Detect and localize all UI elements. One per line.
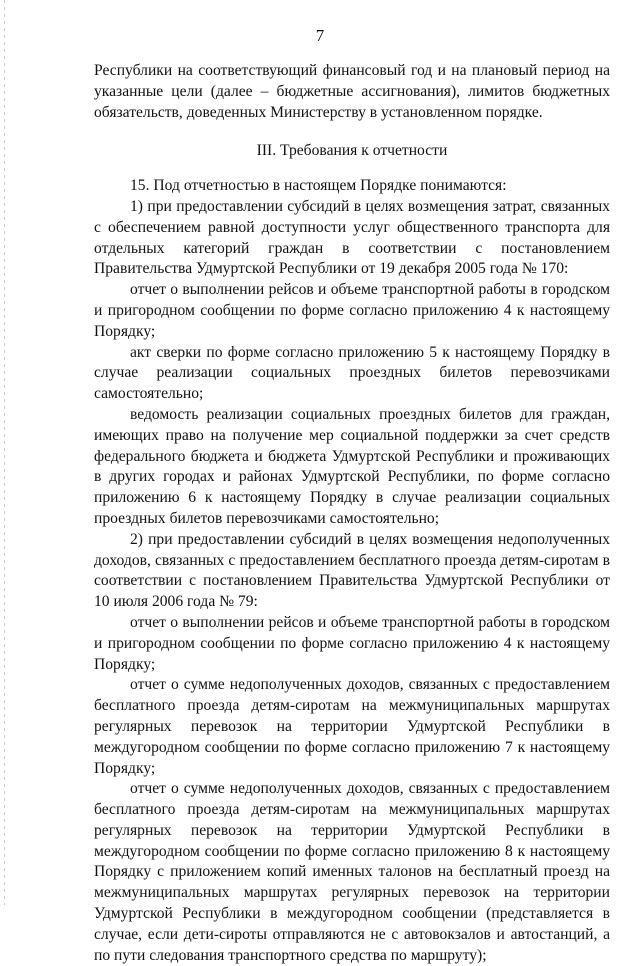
ticket-sales-statement: ведомость реализации социальных проездных билетов для граждан, имеющих право на получение мер социальной поддержки за счет средств федерального бюджета и бюджета Удмуртской Республики и проживающих в других городах и районах Удмуртской Республики, по форме согласно приложению 6 к настоящему Порядку в случае реализации социальных проездных билетов перевозчиками самостоятельно; (94, 405, 610, 527)
page-number: 7 (315, 26, 325, 45)
paragraph-item-15: 15. Под отчетностью в настоящем Порядке понимаются: (130, 177, 507, 195)
report-transport-work-1: отчет о выполнении рейсов и объеме транспортной работы в городском и пригородном сообщении по форме согласно приложению 4 к настоящему Порядку; (94, 281, 610, 340)
subparagraph-1: 1) при предоставлении субсидий в целях возмещения затрат, связанных с обеспечением равной доступности услуг общественного транспорта для отдельных категорий граждан в соответствии с постановлением Правительства Удмуртской Республики от 19 декабря 2005 года № 170: (94, 197, 610, 278)
subparagraph-2: 2) при предоставлении субсидий в целях возмещения недополученных доходов, связанных с предоставлением бесплатного проезда детям-сиротам в соответствии с постановлением Правительства Удмуртской Республики от 10 июля 2006 года № 79: (94, 530, 610, 611)
section-heading: III. Требования к отчетности (256, 142, 448, 160)
lost-income-report-annex-8: отчет о сумме недополученных доходов, связанных с предоставлением бесплатного проезда детям-сиротам на межмуниципальных маршрутах регулярных перевозок на территории Удмуртской Республики в междугородном сообщении по форме согласно приложению 8 к настоящему Порядку с приложением копий именных талонов на бесплатный проезд на межмуниципальных маршрутах регулярных перевозок на территории Удмуртской Республики в междугородном сообщении (представляется в случае, если дети-сироты отправляются не с автовокзалов и автостанций, а по пути следования транспортного средства по маршруту); (94, 780, 610, 964)
document-body (94, 61, 610, 966)
report-transport-work-2: отчет о выполнении рейсов и объеме транспортной работы в городском и пригородном сообщении по форме согласно приложению 4 к настоящему Порядку; (94, 613, 610, 673)
lost-income-report-annex-7: отчет о сумме недополученных доходов, связанных с предоставлением бесплатного проезда детям-сиротам на межмуниципальных маршрутах регулярных перевозок на территории Удмуртской Республики в междугородном сообщении по форме согласно приложению 7 к настоящему Порядку; (94, 676, 610, 777)
scan-edge-marks (4, 0, 5, 905)
reconciliation-act: акт сверки по форме согласно приложению 5 к настоящему Порядку в случае реализации социальных проездных билетов перевозчиками самостоятельно; (94, 343, 610, 403)
intro-paragraph: Республики на соответствующий финансовый год и на плановый период на указанные цели (далее – бюджетные ассигнования), лимитов бюджетных обязательств, доведенных Министерству в установленном порядке. (94, 62, 610, 121)
